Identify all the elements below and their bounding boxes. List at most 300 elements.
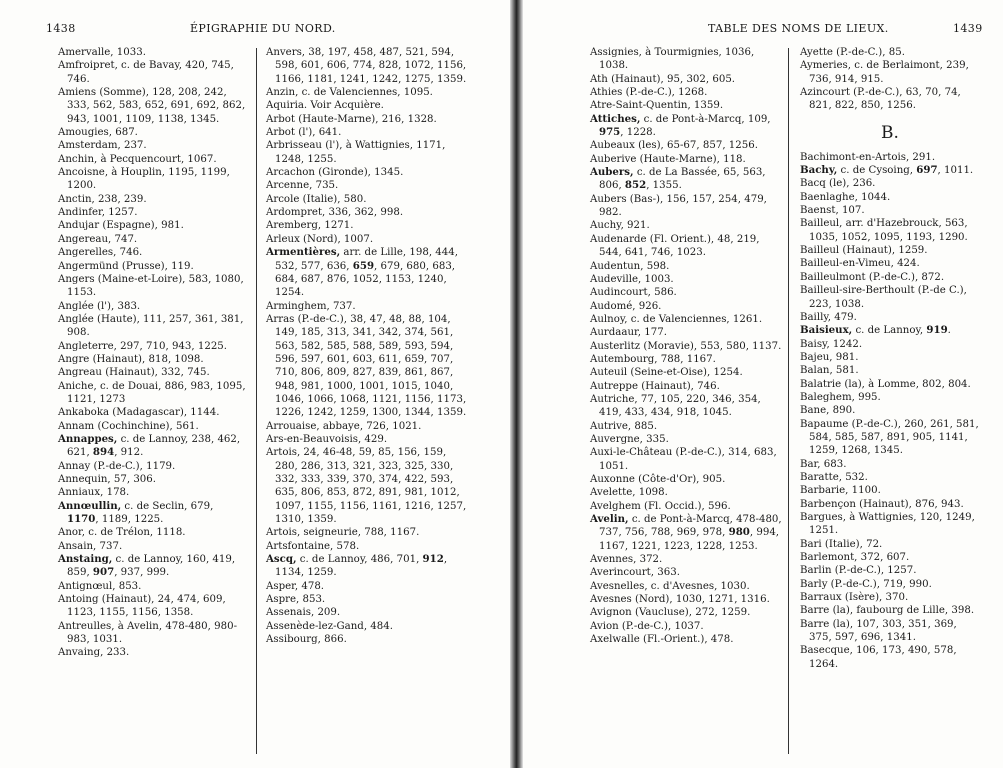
entry-main-ref: 659 [352, 259, 375, 272]
entry-text: Avelghem (Fl. Occid.), 596. [590, 500, 731, 512]
entry-text: Andinfer, 1257. [58, 207, 138, 219]
index-entry [58, 139, 246, 152]
entry-text: Ansain, 737. [58, 540, 123, 552]
entry-text: Angermünd (Prusse), 119. [58, 260, 194, 272]
entry-text: Audomé, 926. [590, 300, 662, 312]
entry-text: Baisy, 1242. [800, 338, 863, 350]
index-entry [266, 593, 472, 606]
index-entry [800, 591, 980, 604]
index-entry [590, 380, 784, 393]
entry-headword: Anstaing, [58, 553, 113, 566]
entry-text: c. de Lannoy, 486, 701, [296, 554, 423, 566]
index-entry [800, 191, 980, 204]
entry-text: Arras (P.-de-C.), 38, 47, 48, 88, 104, 149, 185, 313, 341, 342, 374, 561, 563, 582, 585, 588, 589, 593, 594, 596, 597, 601, 603, 611, 659, 707, 710, 806, 809, 827, 839, 861, 867, 948, 981, 1000, 1001, 1015, 1040, 1046, 1066, 1068, 1121, 1156, 1173, 1226, 1242, 1259, 1300, 1344, 1359. [266, 313, 467, 419]
entry-text: Athies (P.-de-C.), 1268. [590, 87, 708, 99]
index-entry [590, 340, 784, 353]
index-entry [266, 300, 472, 313]
index-entry [266, 99, 472, 112]
entry-text: Audincourt, 586. [590, 287, 677, 299]
index-entry [800, 458, 980, 471]
entry-text: Anctin, 238, 239. [58, 193, 147, 205]
entry-text: Auxonne (Côte-d'Or), 905. [590, 474, 726, 485]
entry-main-ref: 1170 [67, 513, 96, 526]
left-column-1 [58, 46, 246, 660]
entry-text: Anvaing, 233. [58, 647, 130, 659]
index-entry [590, 113, 784, 140]
entry-text: Autreppe (Hainaut), 746. [590, 380, 720, 392]
entry-text: Baleghem, 995. [800, 391, 881, 403]
index-entry [58, 46, 246, 59]
index-entry [590, 513, 784, 553]
index-entry [590, 433, 784, 446]
entry-text: Barbarie, 1100. [800, 485, 881, 497]
index-entry [800, 151, 980, 164]
index-entry [58, 526, 246, 539]
index-entry [800, 86, 980, 113]
entry-text: Arbot (l'), 641. [266, 127, 342, 139]
index-entry [590, 300, 784, 313]
index-entry [590, 326, 784, 339]
entry-text: Anzin, c. de Valenciennes, 1095. [266, 87, 433, 99]
entry-main-ref: 697 [916, 164, 938, 177]
entry-text: Autrive, 885. [590, 420, 658, 432]
entry-text: Azincourt (P.-de-C.), 63, 70, 74, 821, 822, 850, 1256. [800, 87, 961, 112]
index-entry [590, 99, 784, 112]
index-entry [58, 620, 246, 647]
index-entry [590, 620, 784, 633]
index-entry [590, 260, 784, 273]
entry-text: Artsfontaine, 578. [266, 540, 360, 552]
entry-text: Amsterdam, 237. [58, 140, 147, 152]
index-entry [58, 340, 246, 353]
entry-text: Aniche, c. de Douai, 886, 983, 1095, 1121, 1273 [58, 380, 246, 405]
index-entry [800, 204, 980, 217]
entry-text: Basecque, 106, 173, 490, 578, 1264. [800, 645, 957, 670]
entry-text: Amfroipret, c. de Bavay, 420, 745, 746. [58, 60, 234, 85]
index-entry [590, 313, 784, 326]
index-entry [58, 219, 246, 232]
entry-text: arr. de Lille, 198, 444, 532, 577, 636, [275, 247, 458, 272]
entry-text: Barlemont, 372, 607. [800, 552, 910, 564]
index-entry [266, 526, 472, 539]
entry-text: Barre (la), faubourg de Lille, 398. [800, 605, 975, 617]
entry-text: Angleterre, 297, 710, 943, 1225. [58, 340, 228, 352]
entry-text: c. de Lannoy, [852, 325, 927, 337]
entry-text: Anchin, à Pecquencourt, 1067. [58, 153, 217, 165]
index-entry [800, 324, 980, 337]
entry-text: c. de La Bassée, 65, 563, 806, [599, 167, 766, 192]
index-entry [58, 580, 246, 593]
entry-text: Annam (Cochinchine), 561. [58, 420, 199, 432]
index-entry [58, 126, 246, 139]
index-entry [590, 633, 784, 646]
index-entry [800, 418, 980, 458]
index-entry [266, 46, 472, 86]
index-entry [58, 313, 246, 340]
entry-text: Bailleulmont (P.-de-C.), 872. [800, 271, 945, 283]
index-entry [266, 446, 472, 526]
index-entry [800, 484, 980, 497]
index-entry [58, 500, 246, 527]
left-running-head: ÉPIGRAPHIE DU NORD. [190, 22, 336, 35]
index-entry [590, 353, 784, 366]
index-entry [800, 644, 980, 671]
index-entry [590, 273, 784, 286]
entry-main-ref: 919 [926, 324, 948, 337]
entry-text: Balatrie (la), à Lomme, 802, 804. [800, 378, 971, 390]
index-entry [590, 139, 784, 152]
index-entry [266, 246, 472, 299]
entry-text: Amougies, 687. [58, 127, 138, 139]
entry-text: Balan, 581. [800, 365, 859, 377]
entry-text: Angreau (Hainaut), 332, 745. [58, 367, 210, 379]
entry-text: Audeville, 1003. [590, 273, 674, 285]
index-entry [58, 646, 246, 659]
entry-text: Annequin, 57, 306. [58, 474, 157, 485]
entry-text: Barly (P.-de-C.), 719, 990. [800, 578, 932, 590]
index-entry [590, 286, 784, 299]
index-entry [800, 538, 980, 551]
entry-tail: , 1134, 1259. [275, 554, 448, 579]
entry-text: Bailleul (Hainaut), 1259. [800, 245, 928, 257]
index-entry [58, 380, 246, 407]
index-entry [266, 166, 472, 179]
index-entry [58, 540, 246, 553]
index-entry [800, 604, 980, 617]
index-entry [266, 193, 472, 206]
index-entry [800, 164, 980, 177]
entry-text: Austerlitz (Moravie), 553, 580, 1137. [590, 340, 782, 352]
index-entry [800, 498, 980, 511]
index-entry [58, 273, 246, 300]
index-entry [800, 338, 980, 351]
index-entry [58, 366, 246, 379]
entry-headword: Annappes, [58, 432, 118, 445]
index-entry [58, 553, 246, 580]
index-entry [266, 126, 472, 139]
entry-text: Assibourg, 866. [266, 634, 347, 646]
index-entry [590, 393, 784, 420]
entry-main-ref: 912 [422, 553, 444, 566]
index-entry [800, 618, 980, 645]
entry-text: Audenarde (Fl. Orient.), 48, 219, 544, 641, 746, 1023. [590, 233, 760, 259]
index-entry [800, 244, 980, 257]
index-entry [590, 193, 784, 220]
entry-text: Ankaboka (Madagascar), 1144. [58, 407, 220, 419]
entry-text: Barraux (Isère), 370. [800, 592, 909, 604]
entry-text: Arcole (Italie), 580. [266, 193, 367, 205]
index-entry [266, 113, 472, 126]
index-entry [590, 86, 784, 99]
entry-text: Arcachon (Gironde), 1345. [266, 167, 404, 179]
entry-text: Aubers (Bas-), 156, 157, 254, 479, 982. [590, 193, 767, 219]
entry-text: Bailleul, arr. d'Hazebrouck, 563, 1035, 1052, 1095, 1193, 1290. [800, 218, 968, 243]
entry-text: Artois, 24, 46-48, 59, 85, 156, 159, 280, 286, 313, 321, 323, 325, 330, 332, 333, 339, 370, 374, 422, 593, 635, 806, 853, 872, 891, 981, 1012, 1097, 1155, 1156, 1161, 1216, 1257, 1310, 1359. [266, 447, 467, 526]
index-entry [590, 219, 784, 232]
entry-text: Baenst, 107. [800, 205, 865, 217]
index-entry [590, 46, 784, 73]
entry-tail: , 1011. [937, 165, 974, 177]
entry-tail: , 1228. [620, 127, 656, 139]
entry-text: Bar, 683. [800, 458, 847, 470]
entry-text: Auchy, 921. [590, 220, 650, 232]
entry-text: Avelette, 1098. [590, 487, 668, 499]
index-entry [266, 86, 472, 99]
entry-text: Baratte, 532. [800, 471, 868, 483]
entry-text: Aremberg, 1271. [266, 220, 354, 232]
index-entry [800, 177, 980, 190]
column-rule [788, 48, 789, 754]
entry-text: Autriche, 77, 105, 220, 346, 354, 419, 433, 434, 918, 1045. [590, 393, 761, 419]
entry-text: Anor, c. de Trélon, 1118. [58, 527, 186, 539]
entry-text: Bachimont-en-Artois, 291. [800, 151, 936, 163]
entry-text: c. de Pont-à-Marcq, 478-480, 737, 756, 788, 969, 978, [599, 514, 782, 539]
index-entry [266, 206, 472, 219]
entry-tail: , 679, 680, 683, 684, 687, 876, 1052, 1153, 1240, 1254. [275, 260, 456, 299]
entry-text: Averincourt, 363. [590, 567, 680, 579]
entry-text: Angerelles, 746. [58, 247, 143, 259]
entry-text: Bajeu, 981. [800, 351, 859, 363]
index-entry [590, 366, 784, 379]
entry-text: Bailly, 479. [800, 311, 857, 323]
entry-text: Barbençon (Hainaut), 876, 943. [800, 498, 964, 510]
index-entry [590, 580, 784, 593]
entry-text: Barre (la), 107, 303, 351, 369, 375, 597, 696, 1341. [800, 618, 957, 644]
entry-text: Annay (P.-de-C.), 1179. [58, 460, 176, 472]
index-entry [58, 166, 246, 193]
index-entry [58, 193, 246, 206]
index-entry [590, 486, 784, 499]
index-entry [58, 246, 246, 259]
index-entry [58, 233, 246, 246]
left-page-number: 1438 [46, 22, 76, 35]
index-entry [590, 153, 784, 166]
index-entry [800, 391, 980, 404]
entry-text: Angre (Hainaut), 818, 1098. [58, 353, 204, 365]
entry-text: Anglée (Haute), 111, 257, 361, 381, 908. [58, 313, 244, 339]
index-entry [58, 300, 246, 313]
entry-text: Arrouaise, abbaye, 726, 1021. [266, 420, 422, 432]
entry-text: Anglée (l'), 383. [58, 300, 141, 312]
right-page-number: 1439 [953, 22, 983, 35]
index-entry [266, 420, 472, 433]
entry-headword: Ascq, [266, 553, 297, 566]
entry-text: Aymeries, c. de Berlaimont, 239, 736, 914, 915. [800, 60, 969, 85]
entry-main-ref: 980 [728, 526, 750, 539]
section-letter: B. [881, 122, 899, 143]
entry-text: Ars-en-Beauvoisis, 429. [266, 433, 388, 445]
entry-text: Bargues, à Wattignies, 120, 1249, 1251. [800, 512, 975, 537]
index-entry [590, 166, 784, 193]
entry-text: Andujar (Espagne), 981. [58, 220, 184, 232]
index-entry [58, 460, 246, 473]
index-entry [266, 620, 472, 633]
entry-text: Angers (Maine-et-Loire), 583, 1080, 1153. [58, 273, 244, 299]
index-entry [800, 271, 980, 284]
entry-text: Antreulles, à Avelin, 478-480, 980-983, 1031. [58, 620, 238, 646]
entry-text: Baenlaghe, 1044. [800, 191, 891, 203]
entry-text: Arbot (Haute-Marne), 216, 1328. [266, 113, 437, 125]
entry-text: Arleux (Nord), 1007. [266, 233, 374, 245]
entry-headword: Armentières, [266, 246, 341, 259]
entry-text: Assignies, à Tourmignies, 1036, 1038. [590, 47, 755, 72]
entry-text: Amiens (Somme), 128, 208, 242, 333, 562, 583, 652, 691, 692, 862, 943, 1001, 1109, 1138, 1345. [58, 87, 246, 125]
index-entry [800, 404, 980, 417]
right-running-head: TABLE DES NOMS DE LIEUX. [708, 22, 889, 35]
left-column-2 [266, 46, 472, 646]
entry-text: Asper, 478. [266, 580, 325, 592]
index-entry [58, 59, 246, 86]
entry-text: Angereau, 747. [58, 233, 138, 245]
entry-text: Auvergne, 335. [590, 433, 669, 445]
entry-text: Avennes, 372. [590, 554, 663, 566]
index-entry [800, 364, 980, 377]
entry-text: Auxi-le-Château (P.-de-C.), 314, 683, 1051. [590, 447, 777, 472]
entry-text: Bari (Italie), 72. [800, 538, 883, 550]
entry-text: Anvers, 38, 197, 458, 487, 521, 594, 598, 601, 606, 774, 828, 1072, 1156, 1166, 1181, 1241, 1242, 1275, 1359. [266, 47, 467, 85]
index-entry [58, 153, 246, 166]
entry-text: c. de Seclin, 679, [121, 500, 214, 512]
index-entry [58, 353, 246, 366]
entry-text: Audentun, 598. [590, 260, 670, 272]
index-entry [800, 311, 980, 324]
entry-text: Auberive (Haute-Marne), 118. [590, 153, 746, 165]
entry-text: Antignœul, 853. [58, 580, 142, 592]
entry-text: Axelwalle (Fl.-Orient.), 478. [590, 634, 734, 646]
entry-text: c. de Pont-à-Marcq, 109, [640, 113, 771, 125]
entry-text: Aurdaaur, 177. [590, 327, 667, 339]
index-entry [266, 179, 472, 192]
entry-main-ref: 975 [599, 126, 621, 139]
index-entry [58, 86, 246, 126]
entry-tail: . [947, 325, 951, 337]
entry-text: Ancoisne, à Houplin, 1195, 1199, 1200. [58, 167, 230, 192]
index-entry [800, 257, 980, 270]
entry-text: Bailleul-sire-Berthoult (P.-de C.), 223, 1038. [800, 285, 967, 310]
index-entry [800, 284, 980, 311]
entry-headword: Annœullin, [58, 499, 122, 512]
index-entry [590, 233, 784, 260]
entry-headword: Baisieux, [800, 324, 853, 337]
index-entry [800, 511, 980, 538]
entry-text: Atre-Saint-Quentin, 1359. [590, 100, 724, 112]
index-entry [800, 471, 980, 484]
index-entry [266, 233, 472, 246]
entry-text: Barlin (P.-de-C.), 1257. [800, 565, 917, 577]
entry-text: c. de Lannoy, 160, 419, 859, [67, 554, 236, 579]
index-entry [58, 486, 246, 499]
index-entry [800, 378, 980, 391]
entry-text: Assenais, 209. [266, 607, 341, 619]
index-entry [590, 420, 784, 433]
entry-text: Aulnoy, c. de Valenciennes, 1261. [590, 313, 763, 325]
entry-text: Ayette (P.-de-C.), 85. [800, 47, 905, 58]
entry-headword: Avelin, [590, 513, 629, 526]
index-entry [58, 473, 246, 486]
entry-text: c. de Cysoing, [837, 165, 917, 177]
index-entry [266, 606, 472, 619]
index-entry [590, 606, 784, 619]
index-entry [266, 139, 472, 166]
entry-text: Bailleul-en-Vimeu, 424. [800, 258, 920, 270]
entry-main-ref: 894 [92, 446, 115, 459]
entry-text: Assenède-lez-Gand, 484. [266, 620, 393, 632]
entry-text: Arminghem, 737. [266, 300, 356, 312]
entry-text: Auteuil (Seine-et-Oise), 1254. [590, 367, 743, 379]
index-entry [58, 406, 246, 419]
index-entry [266, 553, 472, 580]
index-entry [800, 351, 980, 364]
index-entry [800, 551, 980, 564]
entry-text: Avion (P.-de-C.), 1037. [590, 620, 704, 632]
entry-text: Amervalle, 1033. [58, 47, 146, 58]
entry-main-ref: 852 [624, 179, 647, 192]
entry-text: Avignon (Vaucluse), 272, 1259. [590, 607, 751, 619]
entry-headword: Attiches, [590, 112, 641, 125]
index-entry [266, 540, 472, 553]
index-entry [266, 580, 472, 593]
index-entry [590, 553, 784, 566]
index-entry [590, 500, 784, 513]
index-entry [58, 593, 246, 620]
entry-text: Arbrisseau (l'), à Wattignies, 1171, 1248, 1255. [266, 140, 446, 165]
index-entry [800, 217, 980, 244]
index-entry [266, 313, 472, 420]
entry-tail: , 994, 1167, 1221, 1223, 1228, 1253. [599, 527, 780, 552]
index-entry [58, 433, 246, 460]
entry-text: Aquiria. Voir Acquière. [266, 100, 384, 112]
entry-tail: , 912. [114, 447, 144, 459]
index-entry [58, 420, 246, 433]
index-entry [800, 46, 980, 59]
entry-headword: Aubers, [590, 166, 634, 179]
entry-text: Anniaux, 178. [58, 487, 130, 499]
index-entry [590, 593, 784, 606]
entry-text: Artois, seigneurie, 788, 1167. [266, 527, 420, 539]
index-entry [266, 219, 472, 232]
entry-tail: , 1355. [646, 180, 682, 192]
entry-text: Antoing (Hainaut), 24, 474, 609, 1123, 1155, 1156, 1358. [58, 594, 226, 619]
entry-text: Ardompret, 336, 362, 998. [266, 207, 404, 219]
entry-text: Arcenne, 735. [266, 180, 339, 192]
right-column-2 [800, 46, 980, 671]
entry-tail: , 1189, 1225. [95, 514, 164, 526]
index-entry [58, 260, 246, 273]
index-entry [590, 473, 784, 486]
entry-tail: , 937, 999. [114, 567, 170, 579]
entry-text: Aspre, 853. [266, 594, 326, 606]
right-page [522, 0, 1003, 768]
entry-text: Ath (Hainaut), 95, 302, 605. [590, 73, 736, 85]
entry-main-ref: 907 [92, 566, 115, 579]
entry-text: Bapaume (P.-de-C.), 260, 261, 581, 584, 585, 587, 891, 905, 1141, 1259, 1268, 1345. [800, 418, 979, 457]
entry-text: Avesnes (Nord), 1030, 1271, 1316. [590, 594, 770, 606]
right-column-1 [590, 46, 784, 646]
index-entry [266, 433, 472, 446]
entry-text: Avesnelles, c. d'Avesnes, 1030. [590, 580, 750, 592]
index-entry [800, 564, 980, 577]
entry-text: Autembourg, 788, 1167. [590, 353, 716, 365]
entry-text: Aubeaux (les), 65-67, 857, 1256. [590, 140, 758, 152]
index-entry [590, 566, 784, 579]
entry-text: Bane, 890. [800, 405, 856, 417]
index-entry [800, 59, 980, 86]
index-entry [58, 206, 246, 219]
index-entry [590, 73, 784, 86]
column-rule [256, 48, 257, 754]
index-entry [266, 633, 472, 646]
entry-text: c. de Lannoy, 238, 462, 621, [67, 433, 241, 459]
